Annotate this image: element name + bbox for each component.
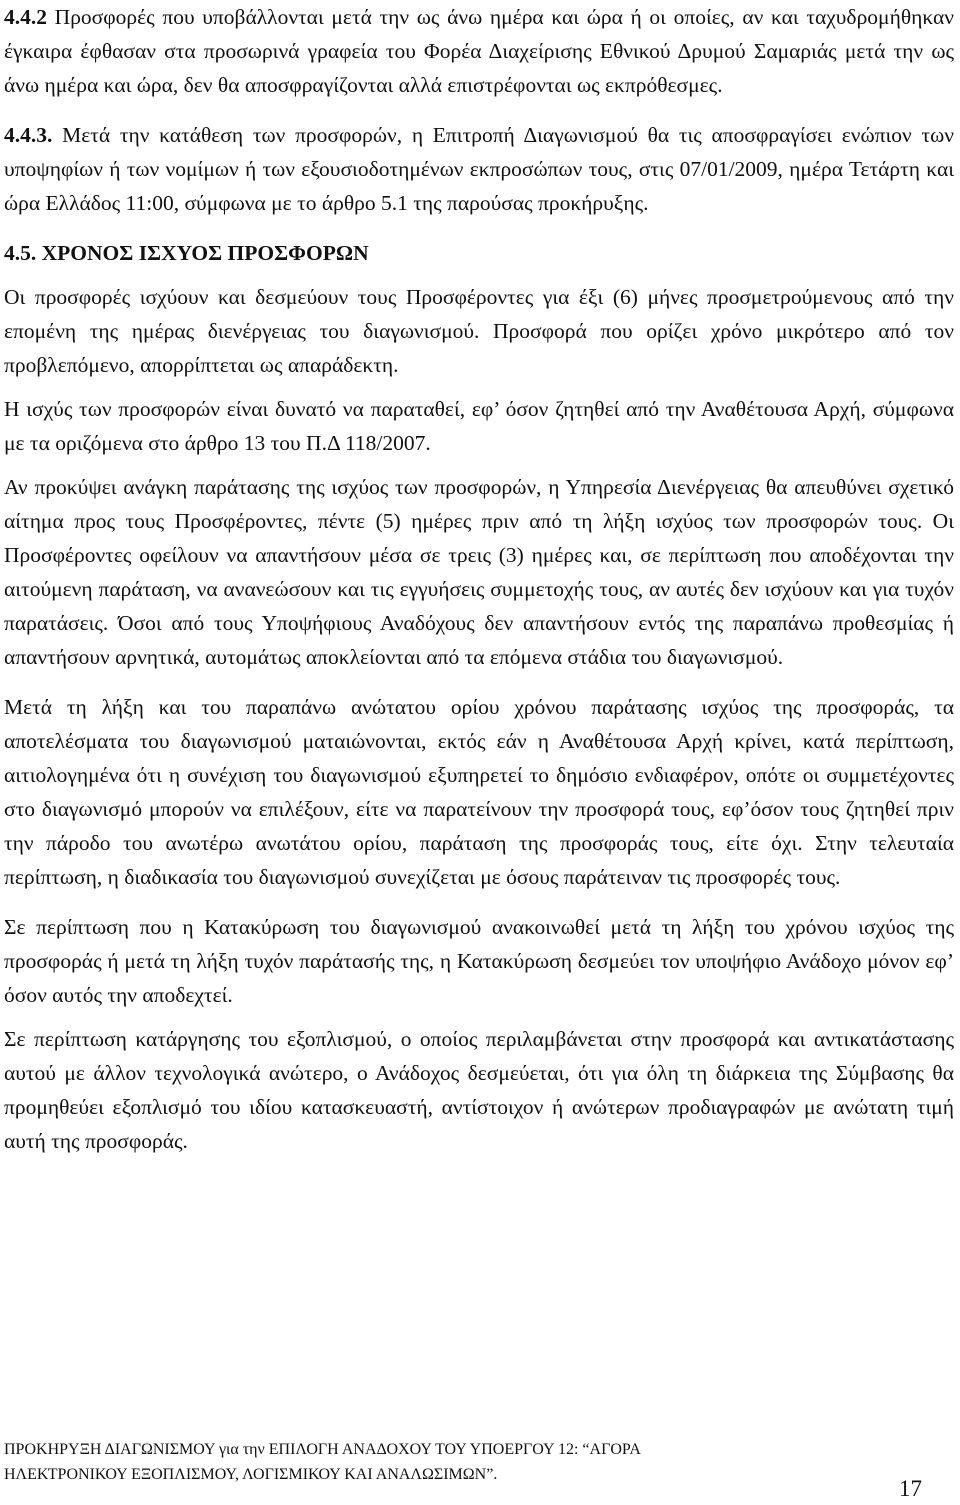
page-footer — [4, 1437, 904, 1487]
clause-number: 4.4.3. — [4, 123, 53, 147]
clause-text: Μετά την κατάθεση των προσφορών, η Επιτροπή Διαγωνισμού θα τις αποσφραγίσει ενώπιον των υποψηφίων ή των νομίμων ή των εξουσιοδοτημένων εκπροσώπων τους, στις 07/01/2009, ημέρα Τετάρτη και ώρα Ελλάδος 11:00, σύμφωνα με το άρθρο 5.1 της παρούσας προκήρυξης. — [4, 123, 954, 215]
clause-number: 4.4.2 — [4, 5, 47, 29]
paragraph-validity: Οι προσφορές ισχύουν και δεσμεύουν τους Προσφέροντες για έξι (6) μήνες προσμετρούμενους από την επομένη της ημέρας διενέργειας του διαγωνισμού. Προσφορά που ορίζει χρόνο μικρότερο από τον προβλεπόμενο, απορρίπτεται ως απαράδεκτη. — [4, 285, 954, 377]
paragraph-4-4-2 — [4, 0, 954, 102]
section-heading-4-5: 4.5. ΧΡΟΝΟΣ ΙΣΧΥΟΣ ΠΡΟΣΦΟΡΩΝ — [4, 241, 369, 265]
paragraph-equipment: Σε περίπτωση κατάργησης του εξοπλισμού, ο οποίος περιλαμβάνεται στην προσφορά και αντικατάστασης αυτού με άλλον τεχνολογικά ανώτερο, ο Ανάδοχος δεσμεύεται, ότι για όλη τη διάρκεια της Σύμβασης θα προμηθεύει εξοπλισμό του ιδίου κατασκευαστή, αντίστοιχον ή ανώτερων προδιαγραφών με ανώτατη τιμή αυτή της προσφοράς. — [4, 1027, 954, 1153]
footer-line-1: ΠΡΟΚΗΡΥΞΗ ΔΙΑΓΩΝΙΣΜΟΥ για την ΕΠΙΛΟΓΗ ΑΝΑΔΟΧΟΥ ΤΟΥ ΥΠΟΕΡΓΟΥ 12: “ΑΓΟΡΑ — [4, 1441, 641, 1458]
paragraph-award: Σε περίπτωση που η Κατακύρωση του διαγωνισμού ανακοινωθεί μετά τη λήξη του χρόνου ισχύος της προσφοράς ή μετά τη λήξη τυχόν παράτασής της, η Κατακύρωση δεσμεύει τον υποψήφιο Ανάδοχο μόνον εφ’ όσον αυτός την αποδεχτεί. — [4, 915, 954, 1007]
paragraph-extension-request: Αν προκύψει ανάγκη παράτασης της ισχύος των προσφορών, η Υπηρεσία Διενέργειας θα απευθύνει σχετικό αίτημα προς τους Προσφέροντες, πέντε (5) ημέρες πριν από τη λήξη ισχύος των προσφορών τους. Οι Προσφέροντες οφείλουν να απαντήσουν μέσα σε τρεις (3) ημέρες και, σε περίπτωση που αποδέχονται την αιτούμενη παράταση, να ανανεώσουν και τις εγγυήσεις συμμετοχής τους, αν αυτές δεν ισχύουν και για τυχόν παρατάσεις. Όσοι από τους Υποψήφιους Αναδόχους δεν απαντήσουν εντός της παραπάνω προθεσμίας ή απαντήσουν αρνητικά, αυτομάτως αποκλείονται από τα επόμενα στάδια του διαγωνισμού. — [4, 475, 954, 669]
clause-text: Προσφορές που υποβάλλονται μετά την ως άνω ημέρα και ώρα ή οι οποίες, αν και ταχυδρομήθηκαν έγκαιρα έφθασαν στα προσωρινά γραφεία του Φορέα Διαχείρισης Εθνικού Δρυμού Σαμαριάς μετά την ως άνω ημέρα και ώρα, δεν θα αποσφραγίζονται αλλά επιστρέφονται ως εκπρόθεσμες. — [4, 5, 954, 97]
paragraph-extension: Η ισχύς των προσφορών είναι δυνατό να παραταθεί, εφ’ όσον ζητηθεί από την Αναθέτουσα Αρχή, σύμφωνα με τα οριζόμενα στο άρθρο 13 του Π.Δ 118/2007. — [4, 397, 954, 455]
document-page — [4, 0, 954, 1158]
page-number: 17 — [899, 1476, 922, 1501]
footer-line-2: ΗΛΕΚΤΡΟΝΙΚΟΥ ΕΞΟΠΛΙΣΜΟΥ, ΛΟΓΙΣΜΙΚΟΥ ΚΑΙ ΑΝΑΛΩΣΙΜΩΝ”. — [4, 1466, 498, 1483]
paragraph-4-4-3 — [4, 118, 954, 220]
paragraph-expiry: Μετά τη λήξη και του παραπάνω ανώτατου ορίου χρόνου παράτασης ισχύος της προσφοράς, τα αποτελέσματα του διαγωνισμού ματαιώνονται, εκτός εάν η Αναθέτουσα Αρχή κρίνει, κατά περίπτωση, αιτιολογημένα ότι η συνέχιση του διαγωνισμού εξυπηρετεί το δημόσιο ενδιαφέρον, οπότε οι συμμετέχοντες στο διαγωνισμό μπορούν να επιλέξουν, είτε να παρατείνουν την προσφορά τους, εφ’όσον τους ζητηθεί πριν την πάροδο του ανωτέρω ανωτάτου ορίου, παράταση της προσφοράς τους, είτε όχι. Στην τελευταία περίπτωση, η διαδικασία του διαγωνισμού συνεχίζεται με όσους παράτειναν τις προσφορές τους. — [4, 695, 954, 889]
